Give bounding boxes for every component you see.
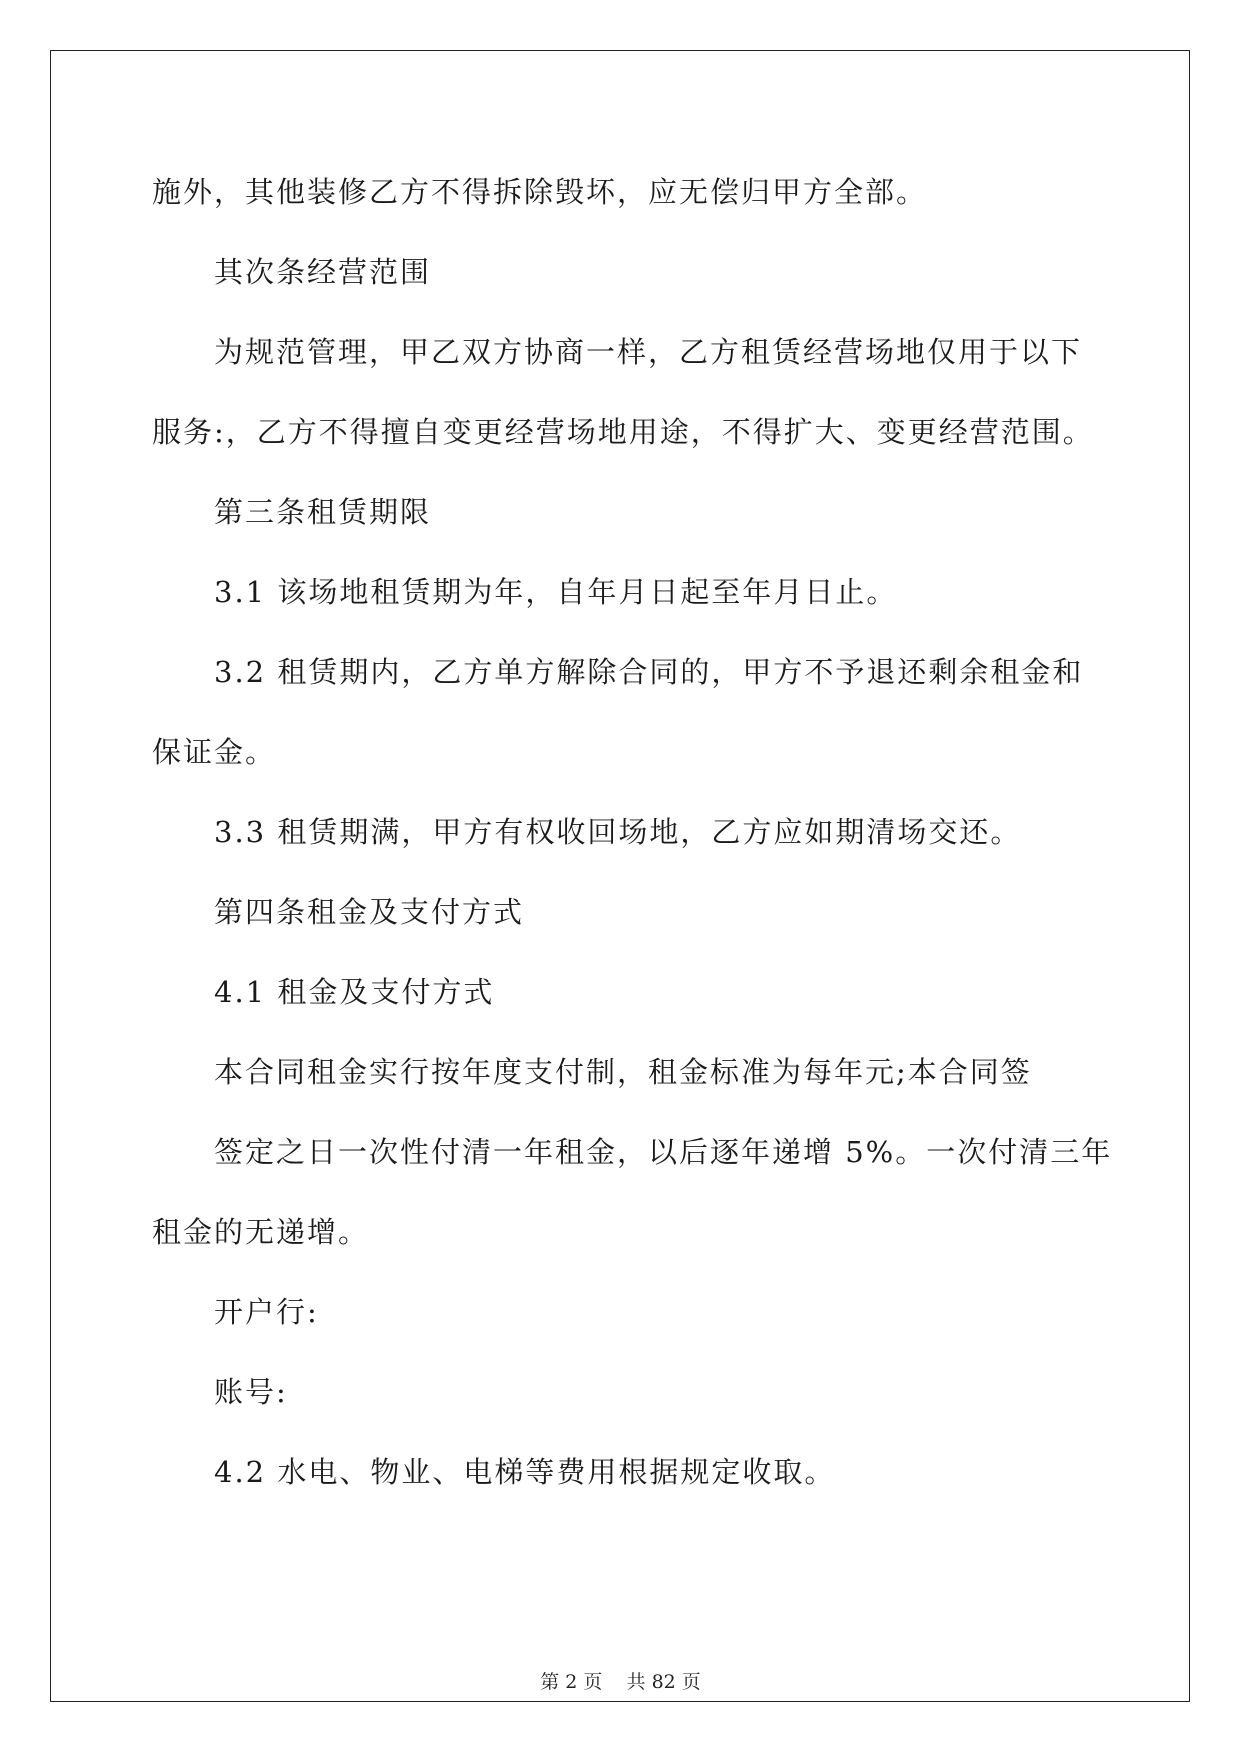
body-line: 租金的无递增。 xyxy=(152,1215,370,1249)
account-field-label: 账号: xyxy=(214,1375,288,1409)
body-line: 服务:，乙方不得擅自变更经营场地用途，不得扩大、变更经营范围。 xyxy=(152,415,1094,449)
subsection-heading: 4.1 租金及支付方式 xyxy=(214,975,495,1009)
bank-field-label: 开户行: xyxy=(214,1295,319,1329)
body-line: 3.1 该场地租赁期为年，自年月日起至年月日止。 xyxy=(214,575,898,609)
body-line: 保证金。 xyxy=(152,735,277,769)
body-line: 4.2 水电、物业、电梯等费用根据规定收取。 xyxy=(214,1455,836,1489)
body-line: 为规范管理，甲乙双方协商一样，乙方租赁经营场地仅用于以下 xyxy=(214,335,1083,369)
section-heading: 第三条租赁期限 xyxy=(214,495,432,529)
body-line: 本合同租金实行按年度支付制，租金标准为每年元;本合同签 xyxy=(214,1055,1032,1089)
page-number-footer: 第 2 页 共 82 页 xyxy=(540,1671,701,1693)
section-heading: 第四条租金及支付方式 xyxy=(214,895,525,929)
body-line: 施外，其他装修乙方不得拆除毁坏，应无偿归甲方全部。 xyxy=(152,175,928,209)
body-line: 签定之日一次性付清一年租金，以后逐年递增 5%。一次付清三年 xyxy=(214,1135,1113,1169)
body-line: 3.2 租赁期内，乙方单方解除合同的，甲方不予退还剩余租金和 xyxy=(214,655,1084,689)
section-heading: 其次条经营范围 xyxy=(214,255,432,289)
body-line: 3.3 租赁期满，甲方有权收回场地，乙方应如期清场交还。 xyxy=(214,815,1022,849)
